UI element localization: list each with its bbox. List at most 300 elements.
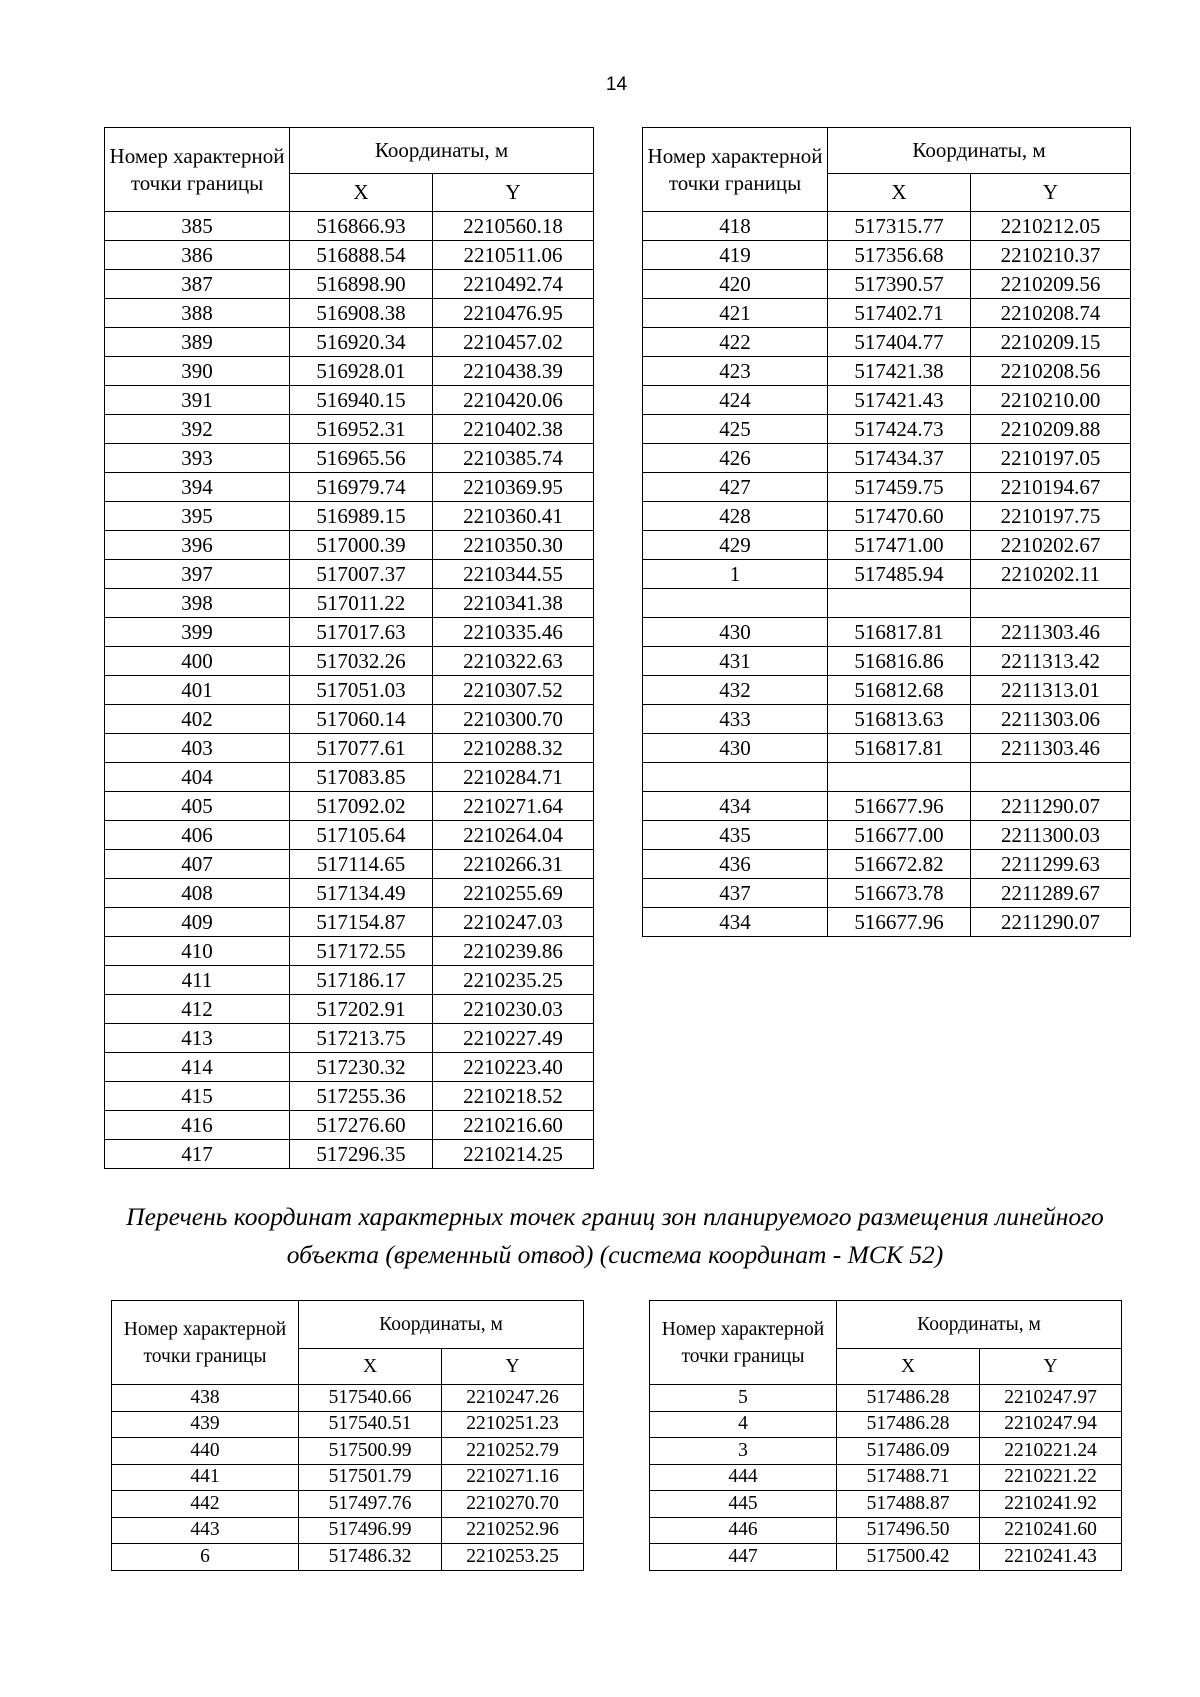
x-coordinate-cell: 517172.55: [290, 937, 433, 966]
x-coordinate-cell: 517051.03: [290, 676, 433, 705]
table-row: [643, 560, 1131, 589]
x-coordinate-cell: 516677.96: [828, 908, 971, 937]
y-coordinate-cell: 2210221.24: [980, 1438, 1122, 1465]
y-header: Y: [980, 1349, 1122, 1385]
table-row: [105, 763, 594, 792]
x-coordinate-cell: 517105.64: [290, 821, 433, 850]
table-row: [112, 1438, 584, 1465]
point-number-cell: 405: [105, 792, 290, 821]
table-row: [105, 676, 594, 705]
point-number-cell: 420: [643, 270, 828, 299]
x-coordinate-cell: 517496.50: [837, 1517, 980, 1544]
y-coordinate-cell: 2210210.37: [971, 241, 1131, 270]
y-coordinate-cell: 2210209.15: [971, 328, 1131, 357]
y-coordinate-cell: 2210208.56: [971, 357, 1131, 386]
y-coordinate-cell: 2210251.23: [442, 1411, 584, 1438]
point-number-cell: 400: [105, 647, 290, 676]
point-number-cell: 409: [105, 908, 290, 937]
point-number-cell: 442: [112, 1491, 299, 1518]
x-coordinate-cell: 517315.77: [828, 212, 971, 241]
table-row: [105, 415, 594, 444]
table-row: [643, 241, 1131, 270]
point-number-cell: 391: [105, 386, 290, 415]
table-row: [643, 647, 1131, 676]
point-number-cell: 413: [105, 1024, 290, 1053]
y-coordinate-cell: 2211290.07: [971, 908, 1131, 937]
table-row: [650, 1544, 1122, 1571]
point-number-cell: 5: [650, 1385, 837, 1412]
point-number-cell: 424: [643, 386, 828, 415]
y-coordinate-cell: 2210241.43: [980, 1544, 1122, 1571]
x-coordinate-cell: [828, 763, 971, 792]
table-row: [650, 1491, 1122, 1518]
table-row: [650, 1385, 1122, 1412]
x-coordinate-cell: 517485.94: [828, 560, 971, 589]
y-coordinate-cell: 2210344.55: [433, 560, 594, 589]
x-header: X: [837, 1349, 980, 1385]
y-coordinate-cell: 2211303.06: [971, 705, 1131, 734]
y-coordinate-cell: 2210288.32: [433, 734, 594, 763]
x-coordinate-cell: 517459.75: [828, 473, 971, 502]
x-coordinate-cell: 517202.91: [290, 995, 433, 1024]
x-coordinate-cell: 517421.43: [828, 386, 971, 415]
table-row: [105, 386, 594, 415]
x-coordinate-cell: 517213.75: [290, 1024, 433, 1053]
y-coordinate-cell: 2210253.25: [442, 1544, 584, 1571]
x-coordinate-cell: 516965.56: [290, 444, 433, 473]
table-row: [105, 1024, 594, 1053]
y-header: Y: [442, 1349, 584, 1385]
y-coordinate-cell: 2210221.22: [980, 1464, 1122, 1491]
table-row: [105, 647, 594, 676]
x-coordinate-cell: 517060.14: [290, 705, 433, 734]
x-coordinate-cell: 516817.81: [828, 618, 971, 647]
point-number-cell: 387: [105, 270, 290, 299]
table-body: [112, 1385, 584, 1571]
y-coordinate-cell: 2210476.95: [433, 299, 594, 328]
table-body: [105, 212, 594, 1169]
y-coordinate-cell: 2210209.56: [971, 270, 1131, 299]
y-coordinate-cell: 2210560.18: [433, 212, 594, 241]
y-coordinate-cell: 2210270.70: [442, 1491, 584, 1518]
y-coordinate-cell: 2211303.46: [971, 618, 1131, 647]
table-row: [105, 966, 594, 995]
point-number-cell: 403: [105, 734, 290, 763]
y-coordinate-cell: 2211300.03: [971, 821, 1131, 850]
y-coordinate-cell: 2210247.94: [980, 1411, 1122, 1438]
x-coordinate-cell: 516979.74: [290, 473, 433, 502]
x-coordinate-cell: 517077.61: [290, 734, 433, 763]
table-row: [643, 473, 1131, 502]
y-coordinate-cell: 2210210.00: [971, 386, 1131, 415]
x-coordinate-cell: 517471.00: [828, 531, 971, 560]
x-coordinate-cell: 517421.38: [828, 357, 971, 386]
table-row: [105, 821, 594, 850]
point-number-cell: 397: [105, 560, 290, 589]
point-number-cell: 3: [650, 1438, 837, 1465]
point-number-cell: [643, 763, 828, 792]
point-number-cell: 444: [650, 1464, 837, 1491]
table-row: [643, 734, 1131, 763]
point-number-cell: 388: [105, 299, 290, 328]
x-coordinate-cell: 517486.28: [837, 1411, 980, 1438]
table-row: [643, 212, 1131, 241]
table-body: [650, 1385, 1122, 1571]
point-number-cell: 434: [643, 792, 828, 821]
point-number-cell: 423: [643, 357, 828, 386]
table-row: [105, 908, 594, 937]
y-coordinate-cell: 2210212.05: [971, 212, 1131, 241]
x-coordinate-cell: 517186.17: [290, 966, 433, 995]
table-row: [112, 1411, 584, 1438]
y-coordinate-cell: 2210239.86: [433, 937, 594, 966]
y-coordinate-cell: 2210235.25: [433, 966, 594, 995]
x-coordinate-cell: 517500.42: [837, 1544, 980, 1571]
x-coordinate-cell: 516952.31: [290, 415, 433, 444]
table-row: [643, 705, 1131, 734]
y-coordinate-cell: 2210264.04: [433, 821, 594, 850]
x-coordinate-cell: 517540.66: [299, 1385, 442, 1412]
table-row: [112, 1517, 584, 1544]
point-number-cell: 411: [105, 966, 290, 995]
page-number: 14: [605, 74, 628, 95]
table-row: [105, 792, 594, 821]
y-coordinate-cell: 2210271.16: [442, 1464, 584, 1491]
y-coordinate-cell: 2210492.74: [433, 270, 594, 299]
point-number-cell: 421: [643, 299, 828, 328]
y-coordinate-cell: 2210214.25: [433, 1140, 594, 1169]
y-coordinate-cell: 2210247.97: [980, 1385, 1122, 1412]
y-coordinate-cell: 2210385.74: [433, 444, 594, 473]
y-coordinate-cell: 2210360.41: [433, 502, 594, 531]
y-coordinate-cell: 2211313.42: [971, 647, 1131, 676]
y-coordinate-cell: 2210266.31: [433, 850, 594, 879]
table-row: [105, 241, 594, 270]
x-coordinate-cell: 516866.93: [290, 212, 433, 241]
point-number-cell: 417: [105, 1140, 290, 1169]
point-number-cell: 408: [105, 879, 290, 908]
x-coordinate-cell: 516989.15: [290, 502, 433, 531]
coordinates-table: [111, 1300, 584, 1571]
x-coordinate-cell: 517230.32: [290, 1053, 433, 1082]
y-coordinate-cell: 2210218.52: [433, 1082, 594, 1111]
table-row: [105, 212, 594, 241]
table-row: [105, 357, 594, 386]
point-number-cell: 415: [105, 1082, 290, 1111]
point-number-cell: 419: [643, 241, 828, 270]
y-coordinate-cell: 2210223.40: [433, 1053, 594, 1082]
x-coordinate-cell: 517500.99: [299, 1438, 442, 1465]
x-header: X: [828, 174, 971, 212]
x-coordinate-cell: 517114.65: [290, 850, 433, 879]
y-coordinate-cell: 2210252.96: [442, 1517, 584, 1544]
table-row: [105, 560, 594, 589]
x-coordinate-cell: 517007.37: [290, 560, 433, 589]
table-row: [643, 357, 1131, 386]
x-coordinate-cell: 517497.76: [299, 1491, 442, 1518]
y-coordinate-cell: 2210511.06: [433, 241, 594, 270]
point-number-cell: 385: [105, 212, 290, 241]
table-row: [105, 270, 594, 299]
point-number-cell: 394: [105, 473, 290, 502]
point-number-cell: 399: [105, 618, 290, 647]
table-row: [643, 763, 1131, 792]
coordinates-header: Координаты, м: [290, 128, 594, 174]
point-number-cell: 425: [643, 415, 828, 444]
x-header: X: [299, 1349, 442, 1385]
y-coordinate-cell: 2210322.63: [433, 647, 594, 676]
y-coordinate-cell: [971, 763, 1131, 792]
table-row: [105, 618, 594, 647]
x-coordinate-cell: 516673.78: [828, 879, 971, 908]
y-coordinate-cell: 2210197.05: [971, 444, 1131, 473]
table-row: [643, 502, 1131, 531]
table-row: [105, 328, 594, 357]
table-row: [643, 415, 1131, 444]
y-coordinate-cell: 2210307.52: [433, 676, 594, 705]
table-row: [643, 531, 1131, 560]
table-row: [643, 792, 1131, 821]
table-row: [105, 589, 594, 618]
point-number-cell: 440: [112, 1438, 299, 1465]
table-row: [643, 328, 1131, 357]
x-coordinate-cell: 517356.68: [828, 241, 971, 270]
x-coordinate-cell: 517488.87: [837, 1491, 980, 1518]
point-number-cell: 407: [105, 850, 290, 879]
y-coordinate-cell: 2210438.39: [433, 357, 594, 386]
y-coordinate-cell: 2211313.01: [971, 676, 1131, 705]
x-coordinate-cell: 517486.28: [837, 1385, 980, 1412]
table-row: [650, 1464, 1122, 1491]
x-coordinate-cell: 516813.63: [828, 705, 971, 734]
y-coordinate-cell: 2210202.11: [971, 560, 1131, 589]
table-row: [105, 937, 594, 966]
table-row: [112, 1385, 584, 1412]
point-number-cell: 428: [643, 502, 828, 531]
coordinates-table: [104, 127, 594, 1169]
table-row: [650, 1517, 1122, 1544]
coordinates-table: [642, 127, 1131, 937]
y-coordinate-cell: 2210341.38: [433, 589, 594, 618]
y-header: Y: [433, 174, 594, 212]
x-coordinate-cell: 516928.01: [290, 357, 433, 386]
point-number-cell: 422: [643, 328, 828, 357]
table-row: [112, 1491, 584, 1518]
y-coordinate-cell: 2210300.70: [433, 705, 594, 734]
table-row: [643, 618, 1131, 647]
point-number-cell: 390: [105, 357, 290, 386]
table-row: [105, 995, 594, 1024]
table-row: [643, 879, 1131, 908]
point-number-cell: 4: [650, 1411, 837, 1438]
x-coordinate-cell: 516677.96: [828, 792, 971, 821]
table-row: [105, 705, 594, 734]
x-coordinate-cell: 517470.60: [828, 502, 971, 531]
x-coordinate-cell: 517000.39: [290, 531, 433, 560]
y-coordinate-cell: 2210457.02: [433, 328, 594, 357]
point-number-header: Номер характерной точки границы: [112, 1301, 299, 1385]
point-number-cell: [643, 589, 828, 618]
x-coordinate-cell: 517404.77: [828, 328, 971, 357]
point-number-cell: 435: [643, 821, 828, 850]
table-row: [105, 734, 594, 763]
x-coordinate-cell: 517092.02: [290, 792, 433, 821]
table-row: [105, 502, 594, 531]
point-number-cell: 406: [105, 821, 290, 850]
y-coordinate-cell: 2210335.46: [433, 618, 594, 647]
x-coordinate-cell: 517501.79: [299, 1464, 442, 1491]
point-number-cell: 412: [105, 995, 290, 1024]
point-number-cell: 396: [105, 531, 290, 560]
point-number-cell: 389: [105, 328, 290, 357]
table-row: [643, 676, 1131, 705]
y-coordinate-cell: 2210216.60: [433, 1111, 594, 1140]
point-number-cell: 439: [112, 1411, 299, 1438]
section-caption: Перечень координат характерных точек границ зон планируемого размещения линейного объекта (временный отвод) (система координат - МСК 52): [126, 1202, 1104, 1269]
point-number-cell: 6: [112, 1544, 299, 1571]
x-coordinate-cell: 516898.90: [290, 270, 433, 299]
x-coordinate-cell: 517255.36: [290, 1082, 433, 1111]
x-coordinate-cell: 517486.32: [299, 1544, 442, 1571]
point-number-cell: 441: [112, 1464, 299, 1491]
y-coordinate-cell: 2210227.49: [433, 1024, 594, 1053]
point-number-cell: 418: [643, 212, 828, 241]
point-number-cell: 429: [643, 531, 828, 560]
point-number-cell: 426: [643, 444, 828, 473]
y-coordinate-cell: 2211299.63: [971, 850, 1131, 879]
x-coordinate-cell: 517488.71: [837, 1464, 980, 1491]
point-number-cell: 438: [112, 1385, 299, 1412]
table-row: [643, 444, 1131, 473]
table-row: [643, 850, 1131, 879]
table-row: [105, 1082, 594, 1111]
y-coordinate-cell: 2210230.03: [433, 995, 594, 1024]
table-row: [105, 1053, 594, 1082]
point-number-cell: 427: [643, 473, 828, 502]
y-coordinate-cell: 2210369.95: [433, 473, 594, 502]
x-coordinate-cell: 517083.85: [290, 763, 433, 792]
x-coordinate-cell: 516908.38: [290, 299, 433, 328]
x-coordinate-cell: 516888.54: [290, 241, 433, 270]
y-coordinate-cell: 2211289.67: [971, 879, 1131, 908]
y-coordinate-cell: 2211290.07: [971, 792, 1131, 821]
x-coordinate-cell: 517296.35: [290, 1140, 433, 1169]
x-coordinate-cell: 516672.82: [828, 850, 971, 879]
y-coordinate-cell: 2210402.38: [433, 415, 594, 444]
point-number-cell: 386: [105, 241, 290, 270]
x-coordinate-cell: 517434.37: [828, 444, 971, 473]
table-row: [112, 1464, 584, 1491]
y-coordinate-cell: 2210197.75: [971, 502, 1131, 531]
point-number-cell: 392: [105, 415, 290, 444]
x-coordinate-cell: 517486.09: [837, 1438, 980, 1465]
x-coordinate-cell: 516812.68: [828, 676, 971, 705]
point-number-cell: 395: [105, 502, 290, 531]
y-coordinate-cell: 2211303.46: [971, 734, 1131, 763]
table-row: [112, 1544, 584, 1571]
x-coordinate-cell: 516817.81: [828, 734, 971, 763]
x-coordinate-cell: 517276.60: [290, 1111, 433, 1140]
table-row: [643, 589, 1131, 618]
point-number-header: Номер характерной точки границы: [105, 128, 290, 212]
point-number-cell: 414: [105, 1053, 290, 1082]
point-number-cell: 445: [650, 1491, 837, 1518]
coordinates-header: Координаты, м: [828, 128, 1131, 174]
point-number-cell: 432: [643, 676, 828, 705]
x-coordinate-cell: 517390.57: [828, 270, 971, 299]
table-row: [650, 1411, 1122, 1438]
point-number-cell: 404: [105, 763, 290, 792]
point-number-cell: 398: [105, 589, 290, 618]
point-number-cell: 393: [105, 444, 290, 473]
y-coordinate-cell: 2210241.92: [980, 1491, 1122, 1518]
table-row: [105, 1111, 594, 1140]
y-coordinate-cell: 2210208.74: [971, 299, 1131, 328]
x-coordinate-cell: 516940.15: [290, 386, 433, 415]
x-coordinate-cell: 516816.86: [828, 647, 971, 676]
x-header: X: [290, 174, 433, 212]
x-coordinate-cell: 517134.49: [290, 879, 433, 908]
x-coordinate-cell: 517540.51: [299, 1411, 442, 1438]
table-row: [105, 444, 594, 473]
point-number-header: Номер характерной точки границы: [650, 1301, 837, 1385]
point-number-cell: 433: [643, 705, 828, 734]
y-coordinate-cell: 2210202.67: [971, 531, 1131, 560]
point-number-cell: 431: [643, 647, 828, 676]
y-coordinate-cell: [971, 589, 1131, 618]
y-coordinate-cell: 2210420.06: [433, 386, 594, 415]
coordinates-header: Координаты, м: [837, 1301, 1122, 1349]
point-number-cell: 430: [643, 734, 828, 763]
point-number-cell: 446: [650, 1517, 837, 1544]
table-row: [105, 879, 594, 908]
table-row: [105, 473, 594, 502]
table-row: [105, 531, 594, 560]
table-row: [643, 299, 1131, 328]
y-coordinate-cell: 2210247.26: [442, 1385, 584, 1412]
x-coordinate-cell: 516677.00: [828, 821, 971, 850]
y-coordinate-cell: 2210255.69: [433, 879, 594, 908]
point-number-cell: 443: [112, 1517, 299, 1544]
y-coordinate-cell: 2210271.64: [433, 792, 594, 821]
point-number-cell: 401: [105, 676, 290, 705]
x-coordinate-cell: 517017.63: [290, 618, 433, 647]
table-row: [105, 299, 594, 328]
table-body: [643, 212, 1131, 937]
point-number-cell: 1: [643, 560, 828, 589]
y-header: Y: [971, 174, 1131, 212]
table-row: [105, 850, 594, 879]
y-coordinate-cell: 2210209.88: [971, 415, 1131, 444]
x-coordinate-cell: 517402.71: [828, 299, 971, 328]
y-coordinate-cell: 2210247.03: [433, 908, 594, 937]
point-number-cell: 437: [643, 879, 828, 908]
x-coordinate-cell: 516920.34: [290, 328, 433, 357]
x-coordinate-cell: [828, 589, 971, 618]
y-coordinate-cell: 2210194.67: [971, 473, 1131, 502]
table-row: [643, 270, 1131, 299]
point-number-header: Номер характерной точки границы: [643, 128, 828, 212]
table-row: [643, 821, 1131, 850]
point-number-cell: 434: [643, 908, 828, 937]
point-number-cell: 430: [643, 618, 828, 647]
x-coordinate-cell: 517496.99: [299, 1517, 442, 1544]
table-row: [650, 1438, 1122, 1465]
coordinates-header: Координаты, м: [299, 1301, 584, 1349]
coordinates-table: [649, 1300, 1122, 1571]
point-number-cell: 436: [643, 850, 828, 879]
x-coordinate-cell: 517424.73: [828, 415, 971, 444]
